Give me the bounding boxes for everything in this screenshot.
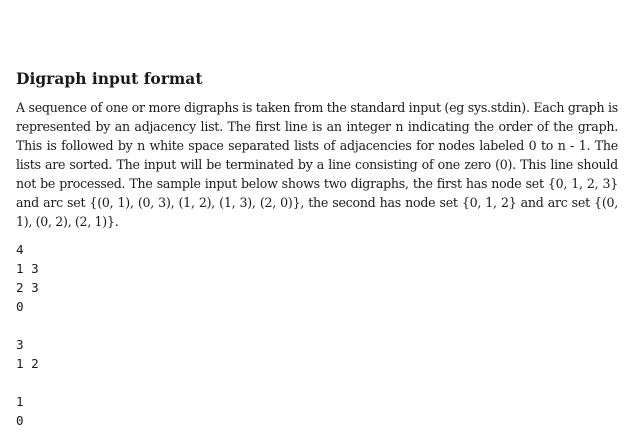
- sample-input-line: 0: [16, 299, 24, 314]
- section-heading: Digraph input format: [16, 69, 203, 88]
- sample-input-line: 1 2: [16, 356, 39, 371]
- sample-input-line: 0: [16, 413, 24, 428]
- document-page: [16, 68, 618, 430]
- sample-input-line: 3: [16, 337, 24, 352]
- sample-input-line: [16, 373, 618, 392]
- sample-input-line: 1: [16, 394, 24, 409]
- sample-input-line: 4: [16, 242, 24, 257]
- sample-input-line: [16, 316, 618, 335]
- sample-input-line: 2 3: [16, 280, 39, 295]
- sample-input-block: [16, 240, 618, 430]
- description-paragraph: A sequence of one or more digraphs is taken from the standard input (eg sys.stdin). Each graph is represented by an adjacency list. The first line is an integer n indicating the order of the graph. This is followed by n white space separated lists of adjacencies for nodes labeled 0 to n - 1. The lists are sorted. The input will be terminated by a line consisting of one zero (0). This line should not be processed. The sample input below shows two digraphs, the first has node set {0, 1, 2, 3} and arc set {(0, 1), (0, 3), (1, 2), (1, 3), (2, 0)}, the second has node set {0, 1, 2} and arc set {(0, 1), (0, 2), (2, 1)}.: [16, 100, 618, 229]
- sample-input-line: 1 3: [16, 261, 39, 276]
